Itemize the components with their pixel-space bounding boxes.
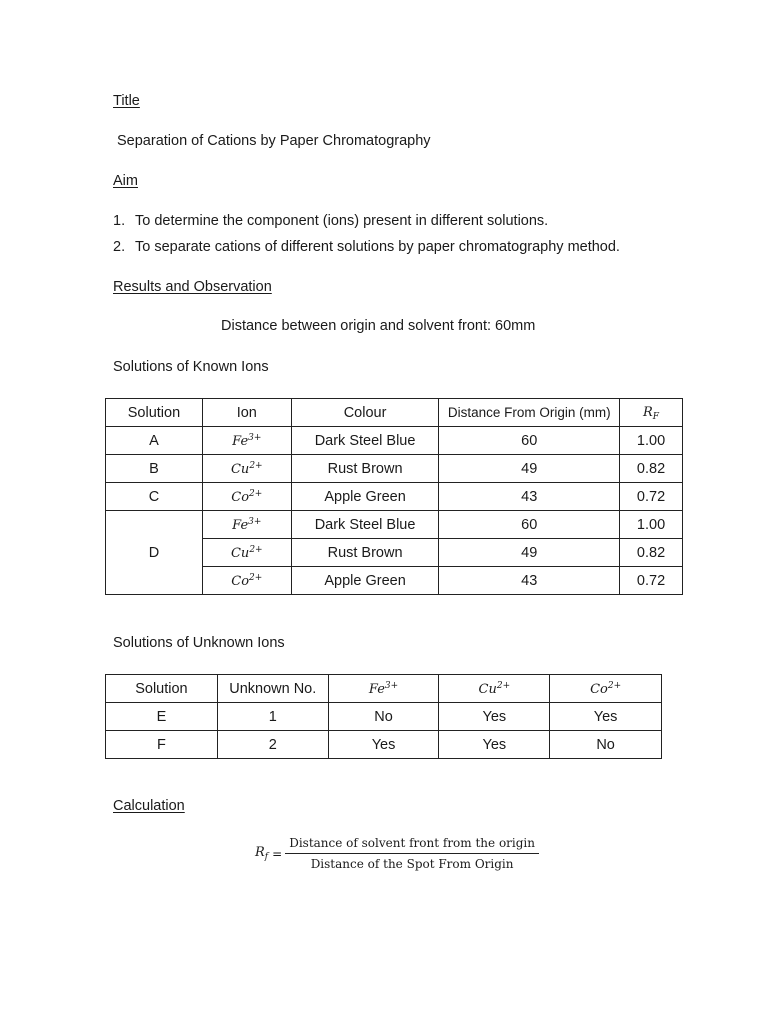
ion-symbol: Fe: [232, 517, 249, 533]
cell-fe: Yes: [328, 731, 439, 759]
table-row: [106, 483, 683, 511]
table-header-row: [106, 399, 683, 427]
cell-colour: Dark Steel Blue: [291, 427, 439, 455]
formula-lhs: [255, 845, 268, 862]
cell-ion: [202, 511, 291, 539]
cell-distance: 60: [439, 427, 620, 455]
ion-symbol: Fe: [232, 433, 249, 449]
cell-rf: 0.72: [620, 567, 683, 595]
known-ions-table: [105, 398, 683, 595]
formula-rf-subscript: f: [264, 852, 269, 862]
aim-text: To separate cations of different solutions by paper chromatography method.: [135, 239, 620, 255]
ion-charge: 2+: [249, 572, 263, 583]
cell-distance: 43: [439, 567, 620, 595]
header-distance: Distance From Origin (mm): [439, 399, 620, 427]
ion-symbol: Cu: [230, 545, 250, 561]
header-fe: [328, 675, 439, 703]
table-header-row: [106, 675, 662, 703]
ion-symbol: Cu: [230, 461, 250, 477]
cell-distance: 49: [439, 539, 620, 567]
ion-charge: 2+: [496, 680, 511, 691]
table-row: [106, 427, 683, 455]
cell-solution: A: [106, 427, 203, 455]
formula-rf-symbol: R: [255, 845, 265, 860]
title-heading: Title: [113, 93, 140, 109]
ion-symbol: Fe: [368, 681, 385, 697]
table-row: [106, 511, 683, 539]
ion-charge: 3+: [248, 432, 262, 443]
distance-note: Distance between origin and solvent front: 60mm: [221, 318, 536, 334]
cell-cu: Yes: [439, 731, 550, 759]
cell-rf: 0.82: [620, 539, 683, 567]
cell-solution: B: [106, 455, 203, 483]
unknown-ions-table: [105, 674, 662, 759]
rf-formula: [255, 836, 539, 871]
cell-unknown-no: 1: [217, 703, 328, 731]
cell-unknown-no: 2: [217, 731, 328, 759]
calculation-heading: Calculation: [113, 798, 185, 814]
aim-list: [113, 213, 620, 265]
header-solution: Solution: [106, 399, 203, 427]
aim-text: To determine the component (ions) present in different solutions.: [135, 213, 549, 229]
header-co: [550, 675, 662, 703]
cell-rf: 1.00: [620, 427, 683, 455]
cell-solution: F: [106, 731, 218, 759]
aim-item: [113, 239, 620, 265]
formula-denominator: Distance of the Spot From Origin: [310, 857, 514, 871]
rf-symbol: R: [643, 404, 653, 420]
rf-subscript: F: [652, 411, 660, 422]
ion-charge: 2+: [249, 544, 263, 555]
cell-ion: [202, 455, 291, 483]
aim-number: 2.: [113, 239, 126, 255]
ion-symbol: Cu: [478, 681, 497, 697]
cell-cu: Yes: [439, 703, 550, 731]
cell-rf: 0.82: [620, 455, 683, 483]
header-colour: Colour: [291, 399, 439, 427]
formula-fraction: [285, 836, 539, 871]
cell-co: Yes: [550, 703, 662, 731]
formula-equals: =: [272, 846, 283, 861]
aim-number: 1.: [113, 213, 126, 229]
known-ions-heading: Solutions of Known Ions: [113, 359, 269, 375]
cell-fe: No: [328, 703, 439, 731]
aim-heading: Aim: [113, 173, 138, 189]
header-cu: [439, 675, 550, 703]
results-heading: Results and Observation: [113, 279, 272, 295]
ion-charge: 2+: [607, 680, 622, 691]
cell-rf: 1.00: [620, 511, 683, 539]
cell-co: No: [550, 731, 662, 759]
cell-colour: Rust Brown: [291, 455, 439, 483]
cell-ion: [202, 427, 291, 455]
report-title: Separation of Cations by Paper Chromatography: [117, 133, 431, 149]
cell-solution: E: [106, 703, 218, 731]
cell-ion: [202, 483, 291, 511]
ion-charge: 2+: [249, 488, 263, 499]
header-solution: Solution: [106, 675, 218, 703]
header-rf: [620, 399, 683, 427]
cell-ion: [202, 567, 291, 595]
cell-colour: Dark Steel Blue: [291, 511, 439, 539]
aim-item: [113, 213, 620, 239]
cell-colour: Rust Brown: [291, 539, 439, 567]
cell-distance: 43: [439, 483, 620, 511]
formula-numerator: Distance of solvent front from the origin: [285, 836, 539, 854]
ion-charge: 3+: [384, 680, 399, 691]
ion-symbol: Co: [590, 681, 608, 697]
header-unknown-no: Unknown No.: [217, 675, 328, 703]
cell-colour: Apple Green: [291, 483, 439, 511]
unknown-ions-heading: Solutions of Unknown Ions: [113, 635, 285, 651]
ion-charge: 2+: [249, 460, 263, 471]
cell-rf: 0.72: [620, 483, 683, 511]
ion-charge: 3+: [248, 516, 262, 527]
header-ion: Ion: [202, 399, 291, 427]
cell-solution: D: [106, 511, 203, 595]
table-row: [106, 731, 662, 759]
cell-ion: [202, 539, 291, 567]
ion-symbol: Co: [231, 573, 250, 589]
cell-distance: 49: [439, 455, 620, 483]
table-row: [106, 703, 662, 731]
table-row: [106, 455, 683, 483]
ion-symbol: Co: [231, 489, 250, 505]
cell-colour: Apple Green: [291, 567, 439, 595]
cell-distance: 60: [439, 511, 620, 539]
cell-solution: C: [106, 483, 203, 511]
